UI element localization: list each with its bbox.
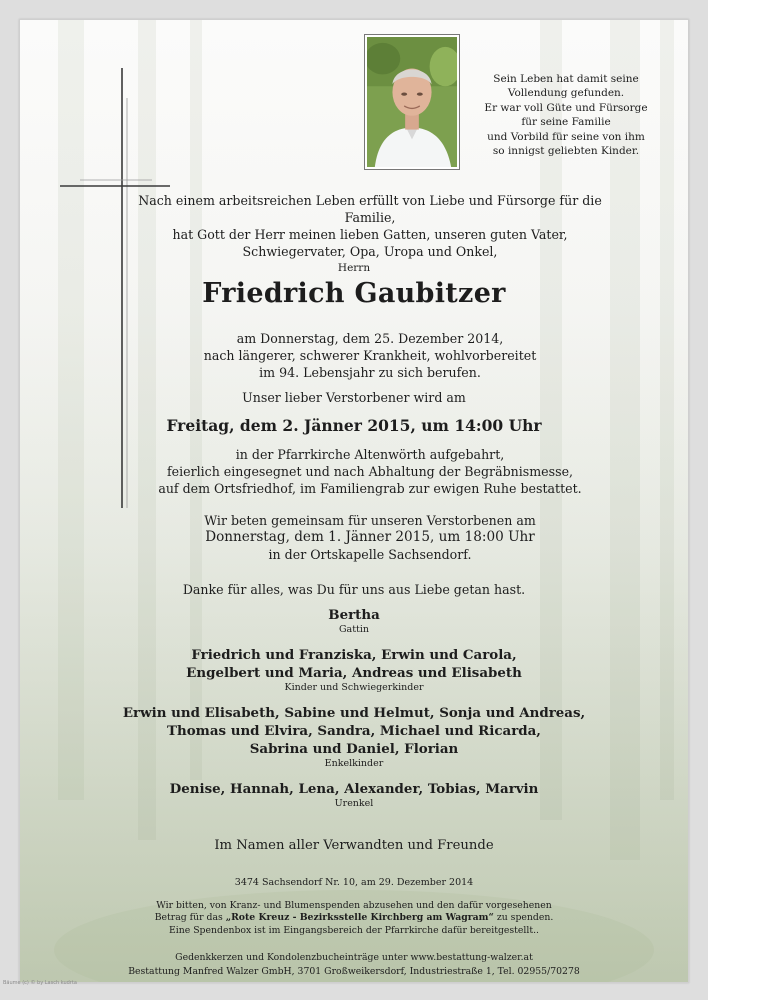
mourners-list — [20, 606, 688, 820]
footer-line: Bestattung Manfred Walzer GmbH, 3701 Großweikersdorf, Industriestraße 1, Tel. 02955/70278 — [128, 965, 580, 977]
donation-line: Eine Spendenbox ist im Eingangsbereich der Pfarrkirche dafür bereitgestellt.. — [168, 924, 540, 936]
mourner-names: Bertha — [328, 607, 380, 623]
funeral-line: auf dem Ortsfriedhof, im Familiengrab zur ewigen Ruhe bestattet. — [158, 481, 582, 496]
prayer-line: in der Ortskapelle Sachsendorf. — [268, 547, 472, 562]
community-text: Im Namen aller Verwandten und Freunde — [214, 838, 494, 853]
death-text — [170, 330, 570, 381]
intro-line: hat Gott der Herr meinen lieben Gatten, unseren guten Vater, — [172, 227, 568, 242]
deceased-name: Friedrich Gaubitzer — [202, 278, 506, 309]
quote-line: so innigst geliebten Kinder. — [492, 145, 640, 158]
prayer-text — [170, 512, 570, 563]
memorial-quote — [468, 72, 664, 158]
quote-line: Vollendung gefunden. — [507, 87, 625, 100]
mourner-names: Sabrina und Daniel, Florian — [249, 741, 459, 757]
right-margin — [708, 0, 760, 1000]
death-line: nach längerer, schwerer Krankheit, wohlvorbereitet — [203, 348, 537, 363]
intro-line: Nach einem arbeitsreichen Leben erfüllt von Liebe und Fürsorge für die Familie, — [138, 193, 602, 225]
funeral-place — [140, 446, 600, 497]
mourner-relation: Kinder und Schwiegerkinder — [284, 682, 424, 693]
prayer-line: Donnerstag, dem 1. Jänner 2015, um 18:00 Uhr — [205, 529, 535, 545]
burial-intro: Unser lieber Verstorbener wird am — [242, 390, 466, 405]
footer-line: Gedenkkerzen und Kondolenzbucheinträge unter www.bestattung-walzer.at — [175, 952, 533, 963]
death-line: im 94. Lebensjahr zu sich berufen. — [259, 365, 481, 380]
mourner-group-great-grandchildren — [20, 780, 688, 810]
mourner-relation: Urenkel — [334, 798, 374, 809]
portrait-photo — [364, 34, 460, 170]
funeral-date: Freitag, dem 2. Jänner 2015, um 14:00 Uhr — [166, 416, 542, 435]
prayer-line: Wir beten gemeinsam für unseren Verstorbenen am — [204, 513, 536, 528]
honorific: Herrn — [337, 262, 371, 274]
donation-notice — [20, 900, 688, 937]
death-line: am Donnerstag, dem 25. Dezember 2014, — [236, 331, 504, 346]
mourner-names: Denise, Hannah, Lena, Alexander, Tobias, Marvin — [169, 781, 539, 797]
mourner-relation: Enkelkinder — [324, 758, 384, 769]
donation-line: Wir bitten, von Kranz- und Blumenspenden abzusehen und den dafür vorgesehenen — [156, 900, 552, 911]
donation-text: zu spenden. — [493, 912, 554, 924]
donation-line — [20, 912, 688, 924]
place-date: 3474 Sachsendorf Nr. 10, am 29. Dezember 2014 — [234, 877, 474, 888]
quote-line: für seine Familie — [521, 116, 611, 129]
mourner-group-children — [20, 646, 688, 694]
mourner-names: Engelbert und Maria, Andreas und Elisabeth — [186, 665, 522, 681]
mourner-names: Friedrich und Franziska, Erwin und Carola, — [191, 647, 517, 663]
mourner-names: Thomas und Elvira, Sandra, Michael und Ricarda, — [167, 723, 541, 739]
quote-line: und Vorbild für seine von ihm — [487, 130, 645, 143]
mourner-relation: Gattin — [338, 624, 370, 635]
mourner-names: Erwin und Elisabeth, Sabine und Helmut, Sonja und Andreas, — [122, 705, 586, 721]
intro-text — [120, 192, 620, 260]
mourner-group-grandchildren — [20, 704, 688, 770]
footer — [20, 951, 688, 978]
donation-text: Betrag für das — [154, 912, 226, 924]
mourner-group-spouse — [20, 606, 688, 636]
funeral-line: in der Pfarrkirche Altenwörth aufgebahrt, — [235, 447, 505, 462]
donation-recipient: „Rote Kreuz - Bezirksstelle Kirchberg am Wagram“ — [225, 912, 494, 924]
thanks-text: Danke für alles, was Du für uns aus Liebe getan hast. — [182, 582, 526, 597]
image-credit: Bäume (c) © by Lasch kudrta — [3, 980, 77, 986]
quote-line: Sein Leben hat damit seine — [493, 73, 639, 85]
intro-line: Schwiegervater, Opa, Uropa und Onkel, — [242, 244, 498, 259]
funeral-line: feierlich eingesegnet und nach Abhaltung der Begräbnismesse, — [166, 464, 574, 479]
quote-line: Er war voll Güte und Fürsorge — [484, 101, 648, 114]
obituary-page — [19, 19, 689, 983]
